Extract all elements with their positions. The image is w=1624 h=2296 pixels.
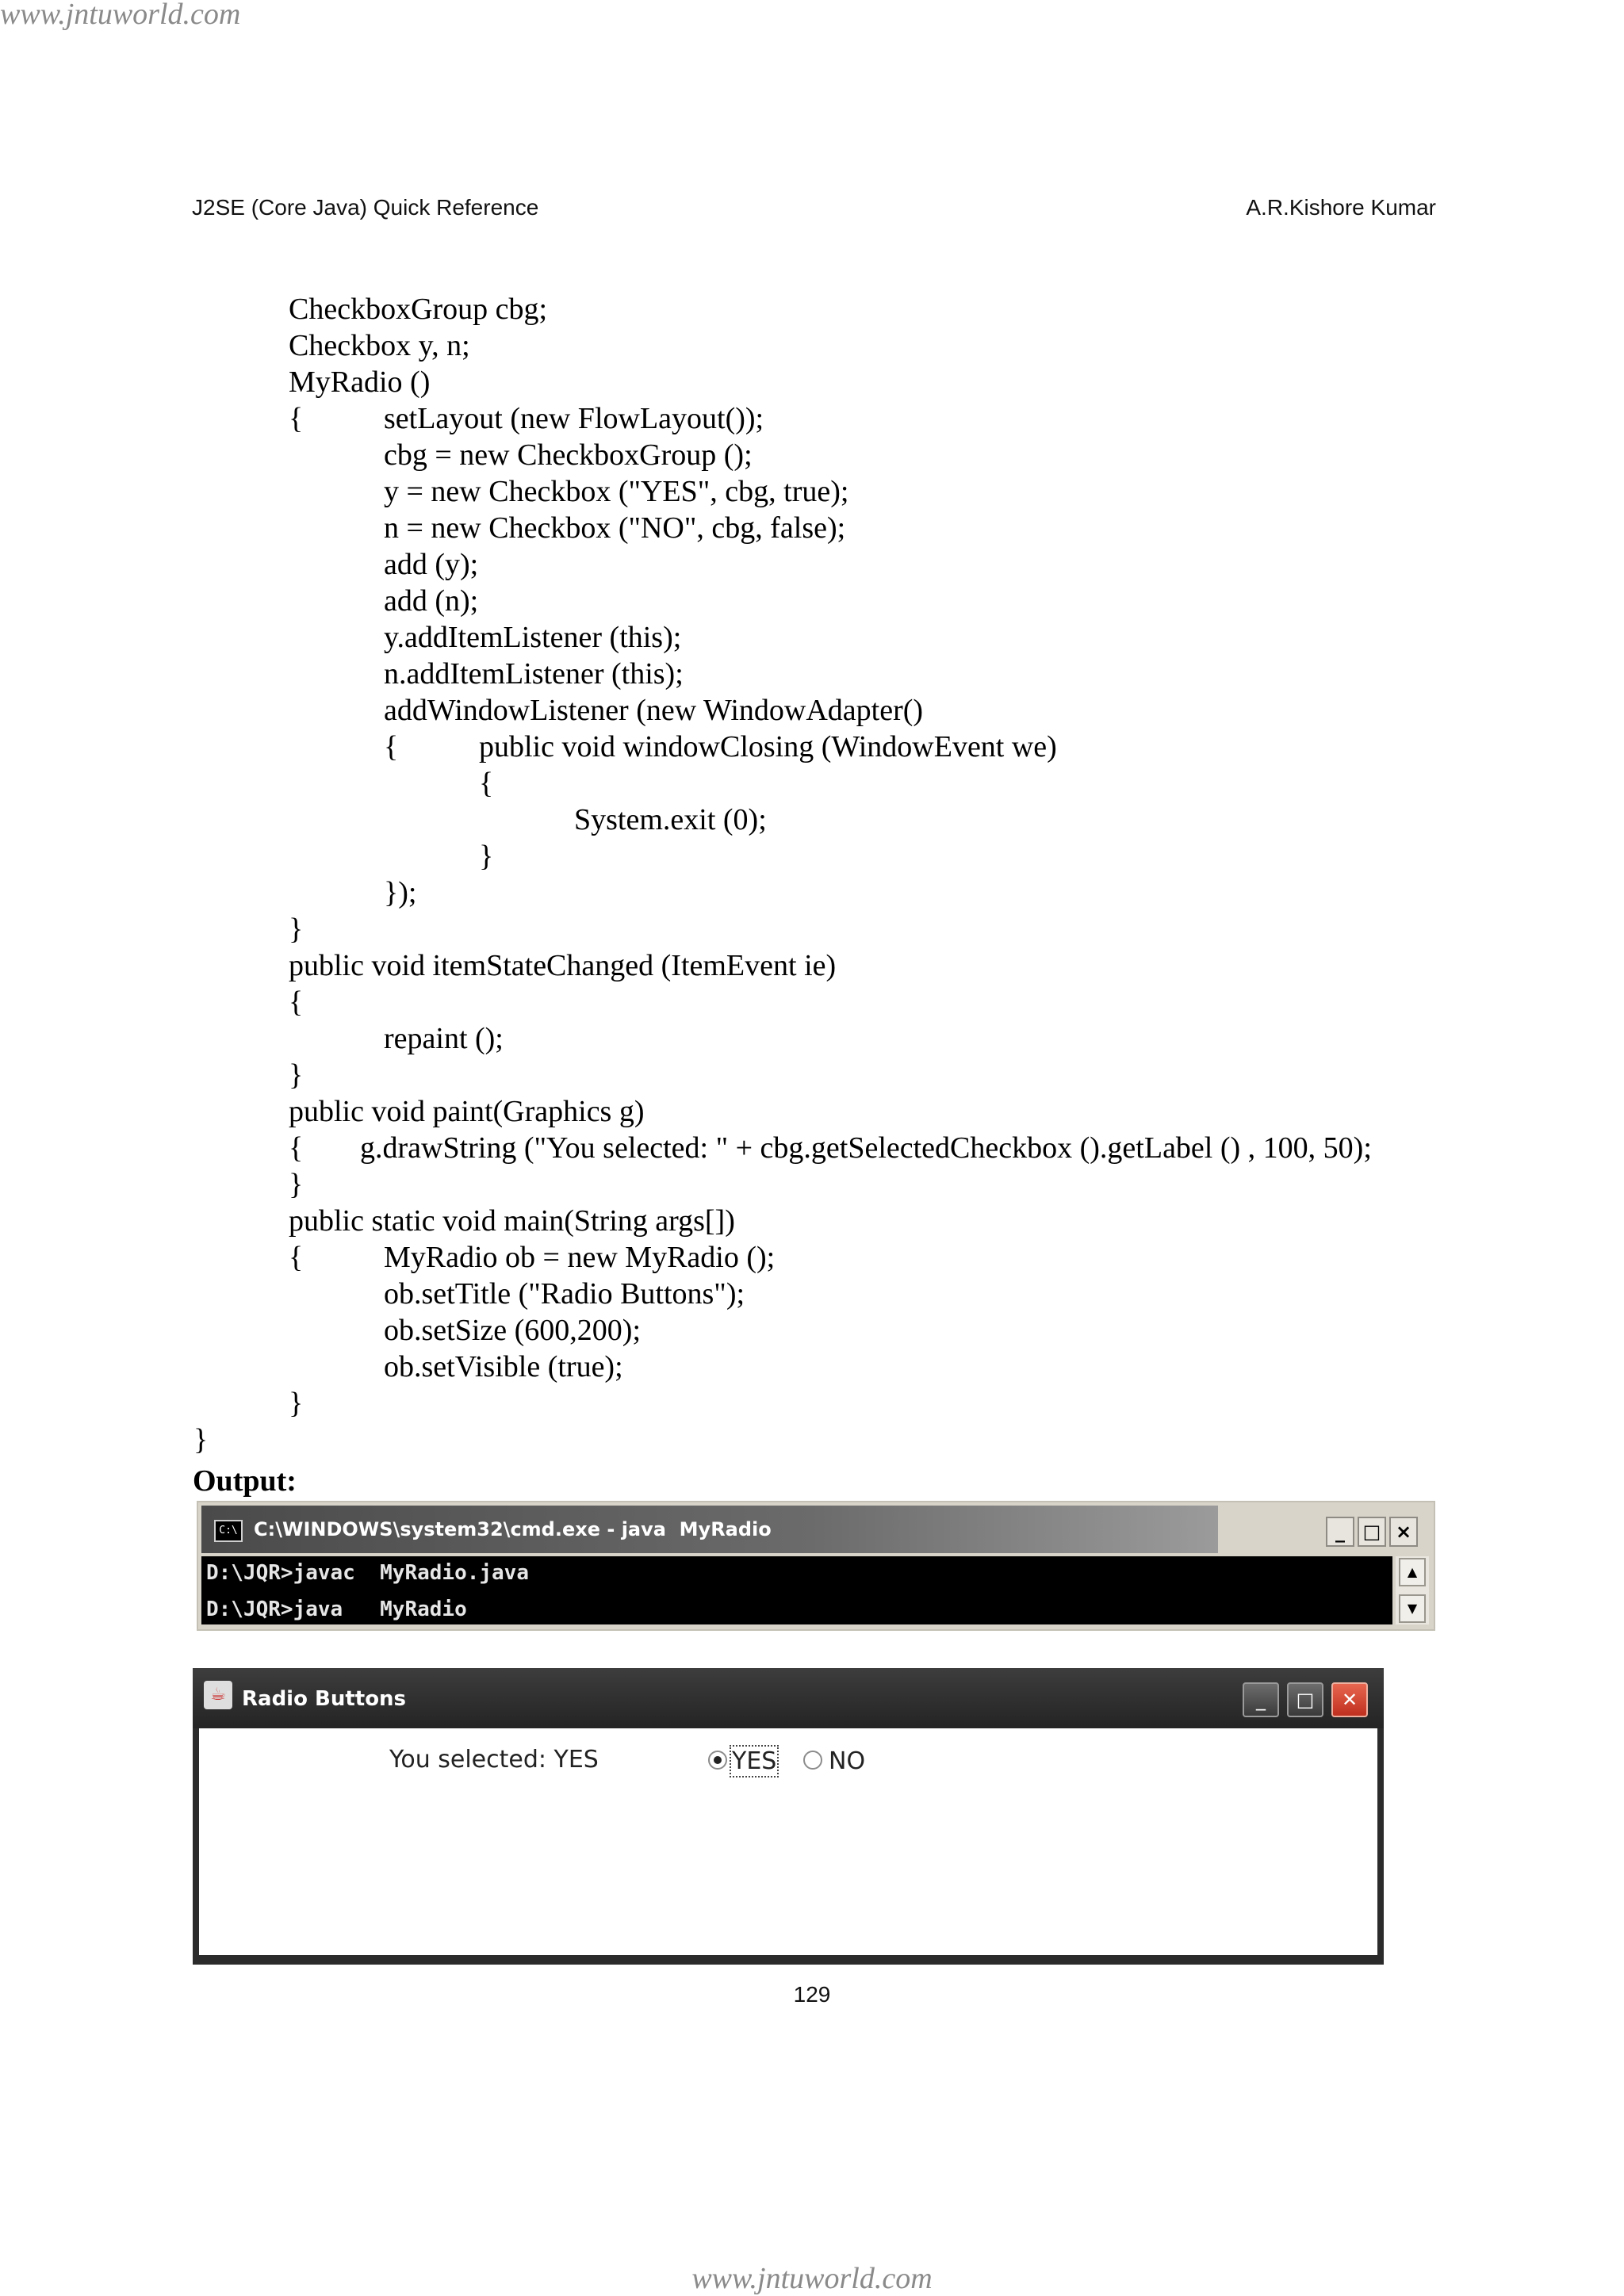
code-line: public void paint(Graphics g) [289, 1095, 645, 1128]
radio-yes[interactable] [708, 1751, 727, 1770]
code-line: } [289, 1058, 304, 1092]
cmd-icon: C:\ [214, 1520, 243, 1542]
code-line: } [193, 1423, 209, 1456]
code-line: repaint (); [384, 1022, 504, 1055]
radio-no-label[interactable]: NO [829, 1747, 866, 1775]
scroll-up-icon[interactable]: ▲ [1399, 1558, 1426, 1586]
code-line: n = new Checkbox ("NO", cbg, false); [384, 511, 846, 545]
code-line: ob.setTitle ("Radio Buttons"); [384, 1277, 745, 1311]
code-line: { [289, 402, 304, 435]
radio-no[interactable] [803, 1751, 822, 1770]
code-line: ob.setSize (600,200); [384, 1314, 642, 1347]
cmd-scrollbar[interactable] [1396, 1556, 1429, 1624]
radio-window-title-bar[interactable] [193, 1668, 1384, 1728]
code-line: n.addItemListener (this); [384, 657, 684, 691]
code-line: }); [384, 876, 417, 909]
radio-buttons-window [193, 1668, 1384, 1965]
code-line: MyRadio () [289, 365, 431, 399]
radio-window-title: Radio Buttons [242, 1687, 407, 1711]
cmd-line: D:\JQR>java MyRadio [206, 1598, 467, 1621]
radio-minimize-button[interactable]: _ [1243, 1682, 1279, 1717]
code-line: } [289, 1387, 304, 1420]
cmd-minimize-button[interactable]: _ [1326, 1517, 1354, 1547]
code-line: } [289, 913, 304, 946]
cmd-line: D:\JQR>javac MyRadio.java [206, 1561, 529, 1585]
watermark-bottom: www.jntuworld.com [691, 2262, 933, 2295]
header-author: A.R.Kishore Kumar [1246, 195, 1436, 220]
code-line: } [289, 1168, 304, 1201]
radio-checked-dot-icon [714, 1756, 722, 1764]
code-line: { [289, 1241, 304, 1274]
output-label: Output: [193, 1464, 297, 1498]
cmd-close-button[interactable]: × [1389, 1517, 1418, 1547]
cmd-title: C:\WINDOWS\system32\cmd.exe - java MyRadio [254, 1518, 772, 1540]
code-line: { [289, 1131, 304, 1165]
cmd-window [197, 1501, 1435, 1631]
code-line: g.drawString ("You selected: " + cbg.getSelectedCheckbox ().getLabel () , 100, 50); [360, 1131, 1372, 1165]
code-line: y = new Checkbox ("YES", cbg, true); [384, 475, 849, 508]
code-line: public void windowClosing (WindowEvent we) [479, 730, 1057, 763]
watermark-top: www.jntuworld.com [0, 0, 241, 31]
header-title: J2SE (Core Java) Quick Reference [192, 195, 539, 220]
cmd-console[interactable] [201, 1556, 1392, 1624]
radio-close-button[interactable]: ✕ [1331, 1682, 1368, 1717]
code-line: y.addItemListener (this); [384, 621, 682, 654]
radio-window-content [199, 1728, 1377, 1955]
radio-maximize-button[interactable]: □ [1287, 1682, 1323, 1717]
scroll-down-icon[interactable]: ▼ [1399, 1594, 1426, 1623]
page-number: 129 [793, 1982, 831, 2007]
code-line: setLayout (new FlowLayout()); [384, 402, 764, 435]
code-line: System.exit (0); [574, 803, 767, 836]
code-line: } [479, 840, 494, 873]
code-line: public void itemStateChanged (ItemEvent ie) [289, 949, 837, 982]
code-line: CheckboxGroup cbg; [289, 293, 548, 326]
code-line: public static void main(String args[]) [289, 1204, 735, 1238]
cmd-title-bar-controls [1218, 1506, 1429, 1553]
code-line: cbg = new CheckboxGroup (); [384, 438, 753, 472]
code-line: { [384, 730, 399, 763]
java-icon: ☕ [204, 1681, 232, 1709]
selected-label: You selected: YES [389, 1746, 599, 1774]
code-line: MyRadio ob = new MyRadio (); [384, 1241, 776, 1274]
code-line: ob.setVisible (true); [384, 1350, 623, 1383]
cmd-title-bar[interactable] [201, 1506, 1218, 1553]
code-line: add (y); [384, 548, 479, 581]
code-line: { [289, 985, 304, 1019]
cmd-maximize-button[interactable]: □ [1358, 1517, 1386, 1547]
code-line: { [479, 767, 494, 800]
radio-yes-label[interactable]: YES [732, 1747, 777, 1775]
code-line: Checkbox y, n; [289, 329, 470, 362]
code-line: add (n); [384, 584, 479, 618]
code-line: addWindowListener (new WindowAdapter() [384, 694, 924, 727]
